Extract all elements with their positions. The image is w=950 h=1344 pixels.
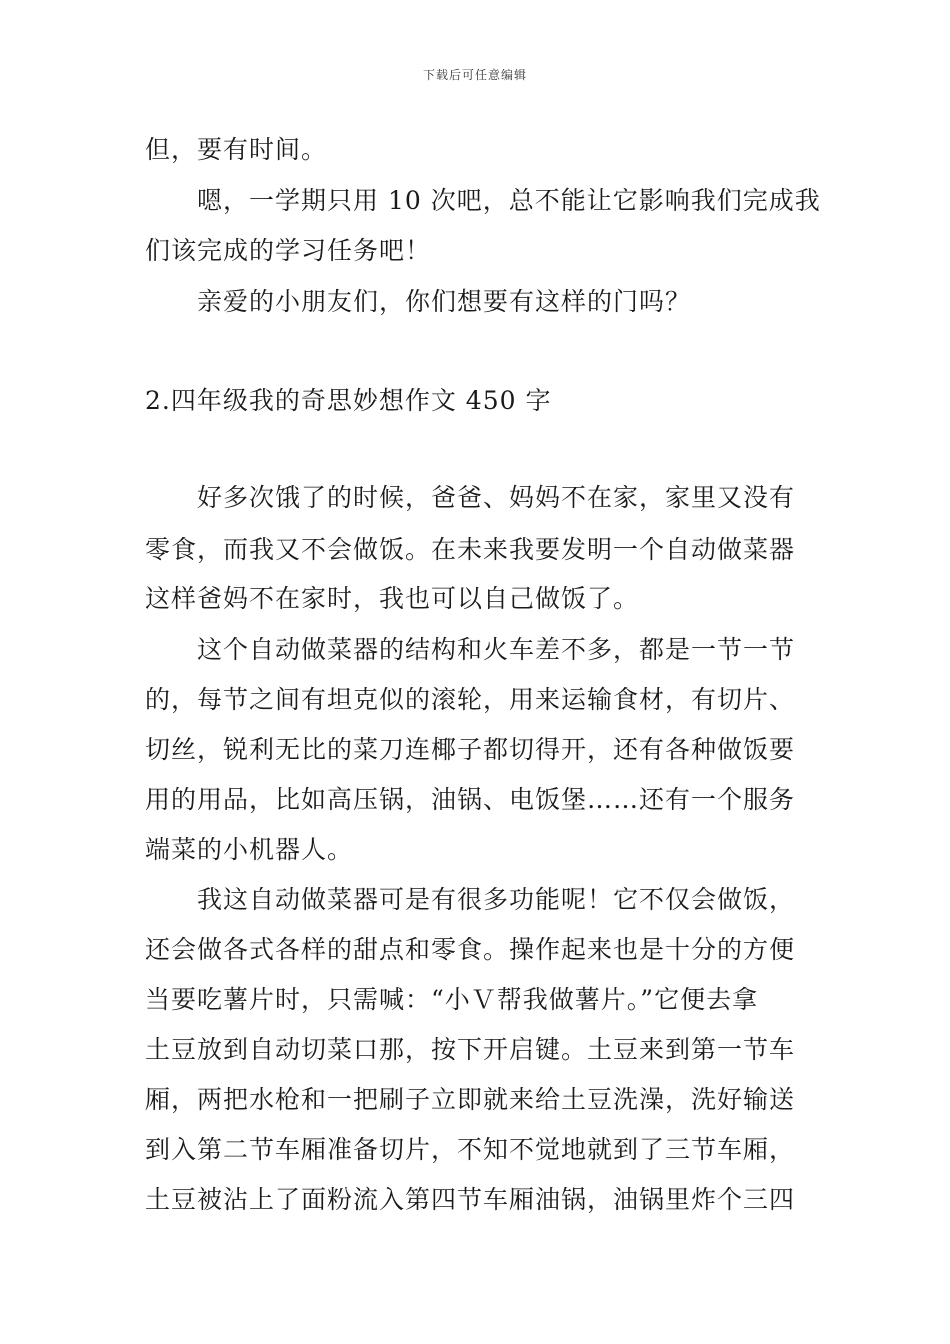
- paragraph-line: 的，每节之间有坦克似的滚轮，用来运输食材，有切片、: [145, 685, 796, 714]
- paragraph-line: 端菜的小机器人。: [145, 835, 354, 864]
- paragraph-line: 用的用品，比如高压锅，油锅、电饭堡……还有一个服务: [145, 785, 796, 814]
- paragraph-line: 切丝，锐利无比的菜刀连椰子都切得开，还有各种做饭要: [145, 735, 796, 764]
- paragraph-line: 当要吃薯片时，只需喊：“小Ｖ帮我做薯片。”它便去拿: [145, 985, 759, 1014]
- paragraph-line: 土豆被沾上了面粉流入第四节车厢油锅，油锅里炸个三四: [145, 1185, 796, 1214]
- paragraph-line: 零食，而我又不会做饭。在未来我要发明一个自动做菜器: [145, 535, 796, 564]
- paragraph-line: 这个自动做菜器的结构和火车差不多，都是一节一节: [145, 635, 796, 664]
- paragraph-line: 这样爸妈不在家时，我也可以自己做饭了。: [145, 584, 640, 613]
- paragraph-line: 嗯，一学期只用 10 次吧，总不能让它影响我们完成我: [145, 186, 821, 215]
- paragraph-line: 还会做各式各样的甜点和零食。操作起来也是十分的方便: [145, 935, 796, 964]
- paragraph-line: 们该完成的学习任务吧！: [145, 236, 432, 265]
- paragraph-line: 到入第二节车厢准备切片，不知不觉地就到了三节车厢，: [145, 1135, 796, 1164]
- paragraph-line: 厢，两把水枪和一把刷子立即就来给土豆洗澡，洗好输送: [145, 1085, 796, 1114]
- page-header-note: 下载后可任意编辑: [422, 68, 527, 82]
- paragraph-line: 好多次饿了的时候，爸爸、妈妈不在家，家里又没有: [145, 483, 796, 512]
- paragraph-line: 亲爱的小朋友们，你们想要有这样的门吗？: [145, 287, 692, 316]
- paragraph-line: 我这自动做菜器可是有很多功能呢！它不仅会做饭，: [145, 885, 796, 914]
- paragraph-line: 但，要有时间。: [145, 135, 328, 164]
- paragraph-line: 土豆放到自动切菜口那，按下开启键。土豆来到第一节车: [145, 1035, 796, 1064]
- section-heading: 2.四年级我的奇思妙想作文 450 字: [145, 386, 552, 415]
